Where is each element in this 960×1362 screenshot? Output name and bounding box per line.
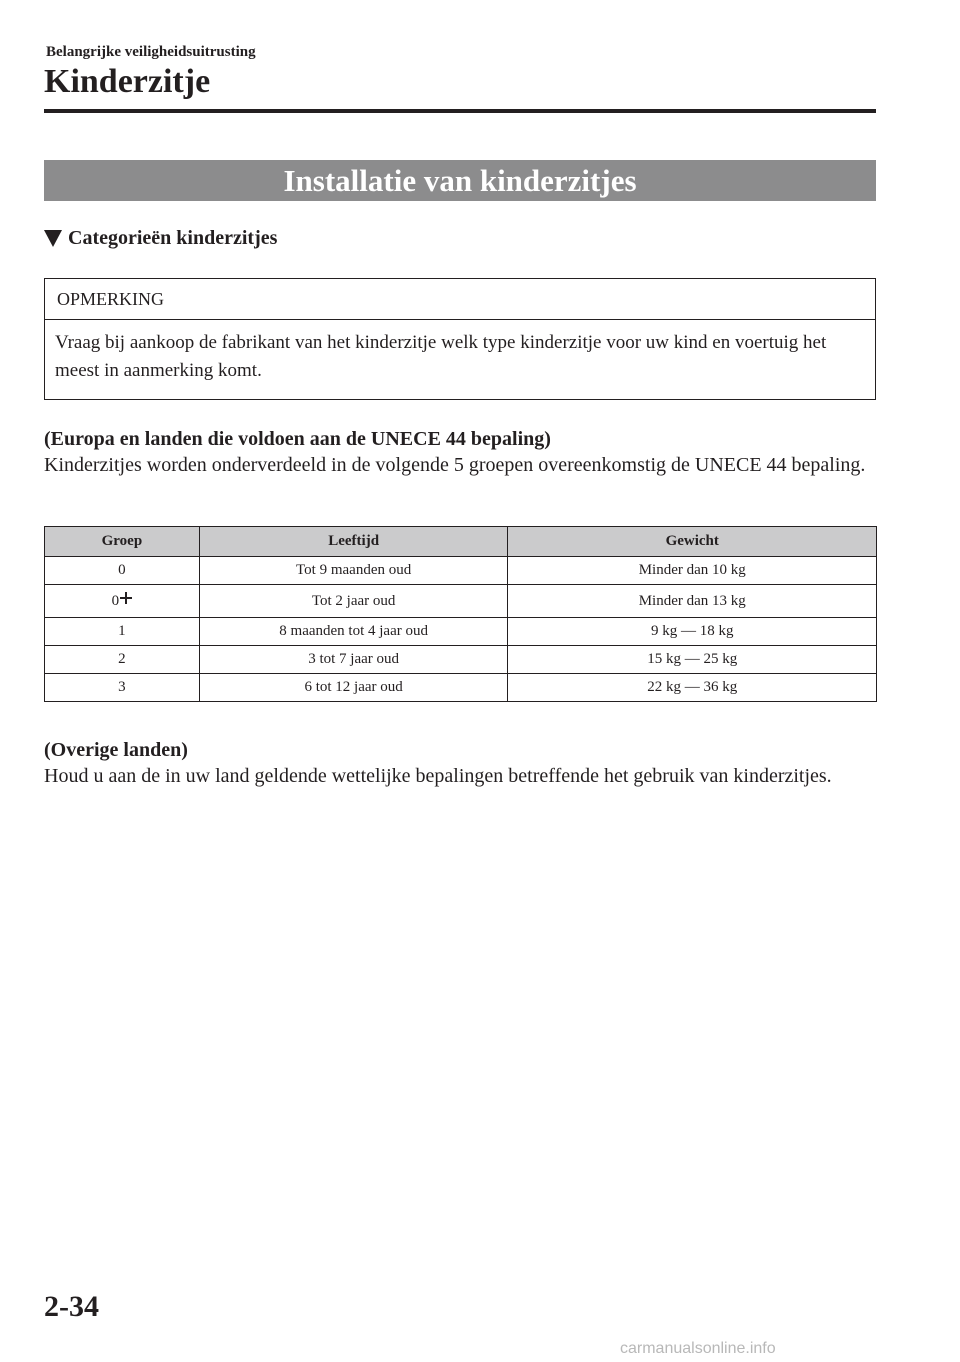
cell-group: 1 [45,618,200,646]
column-header-leeftijd: Leeftijd [199,527,508,557]
cell-age: 6 tot 12 jaar oud [199,674,508,702]
note-box [44,278,876,400]
table-row [45,674,877,702]
note-title: OPMERKING [45,279,875,320]
cell-weight: 15 kg — 25 kg [508,646,877,674]
watermark: carmanualsonline.info [620,1340,776,1357]
cell-group: 3 [45,674,200,702]
table-row [45,557,877,585]
group-table [44,526,877,702]
other-countries-section [44,737,876,789]
page-number: 2-34 [44,1290,99,1323]
cell-weight: Minder dan 10 kg [508,557,877,585]
page-title: Kinderzitje [44,63,211,100]
plus-icon [120,592,132,604]
cell-weight: Minder dan 13 kg [508,585,877,618]
europe-heading: (Europa en landen die voldoen aan de UNECE 44 bepaling) [44,428,551,450]
table-row [45,618,877,646]
table-row [45,646,877,674]
note-text: Vraag bij aankoop de fabrikant van het kinderzitje welk type kinderzitje voor uw kind en voertuig het meest in aanmerking komt. [55,332,827,381]
breadcrumb: Belangrijke veiligheidsuitrusting [46,44,256,60]
cell-age: 3 tot 7 jaar oud [199,646,508,674]
europe-text: Kinderzitjes worden onderverdeeld in de volgende 5 groepen overeenkomstig de UNECE 44 bepaling. [44,454,866,476]
triangle-down-icon [44,230,62,247]
cell-age: Tot 9 maanden oud [199,557,508,585]
cell-age: Tot 2 jaar oud [199,585,508,618]
section-banner: Installatie van kinderzitjes [44,160,876,201]
cell-weight: 9 kg — 18 kg [508,618,877,646]
cell-group-value: 0 [111,593,120,609]
subheading [44,224,277,252]
other-text: Houd u aan de in uw land geldende wettelijke bepalingen betreffende het gebruik van kinderzitjes. [44,765,832,787]
europe-section [44,426,876,478]
table-header-row [45,527,877,557]
subheading-label: Categorieën kinderzitjes [68,227,278,249]
column-header-groep: Groep [45,527,200,557]
cell-group [45,585,200,618]
table-row [45,585,877,618]
title-divider [44,109,876,113]
cell-weight: 22 kg — 36 kg [508,674,877,702]
column-header-gewicht: Gewicht [508,527,877,557]
cell-group: 0 [45,557,200,585]
other-heading: (Overige landen) [44,739,188,761]
cell-age: 8 maanden tot 4 jaar oud [199,618,508,646]
cell-group: 2 [45,646,200,674]
